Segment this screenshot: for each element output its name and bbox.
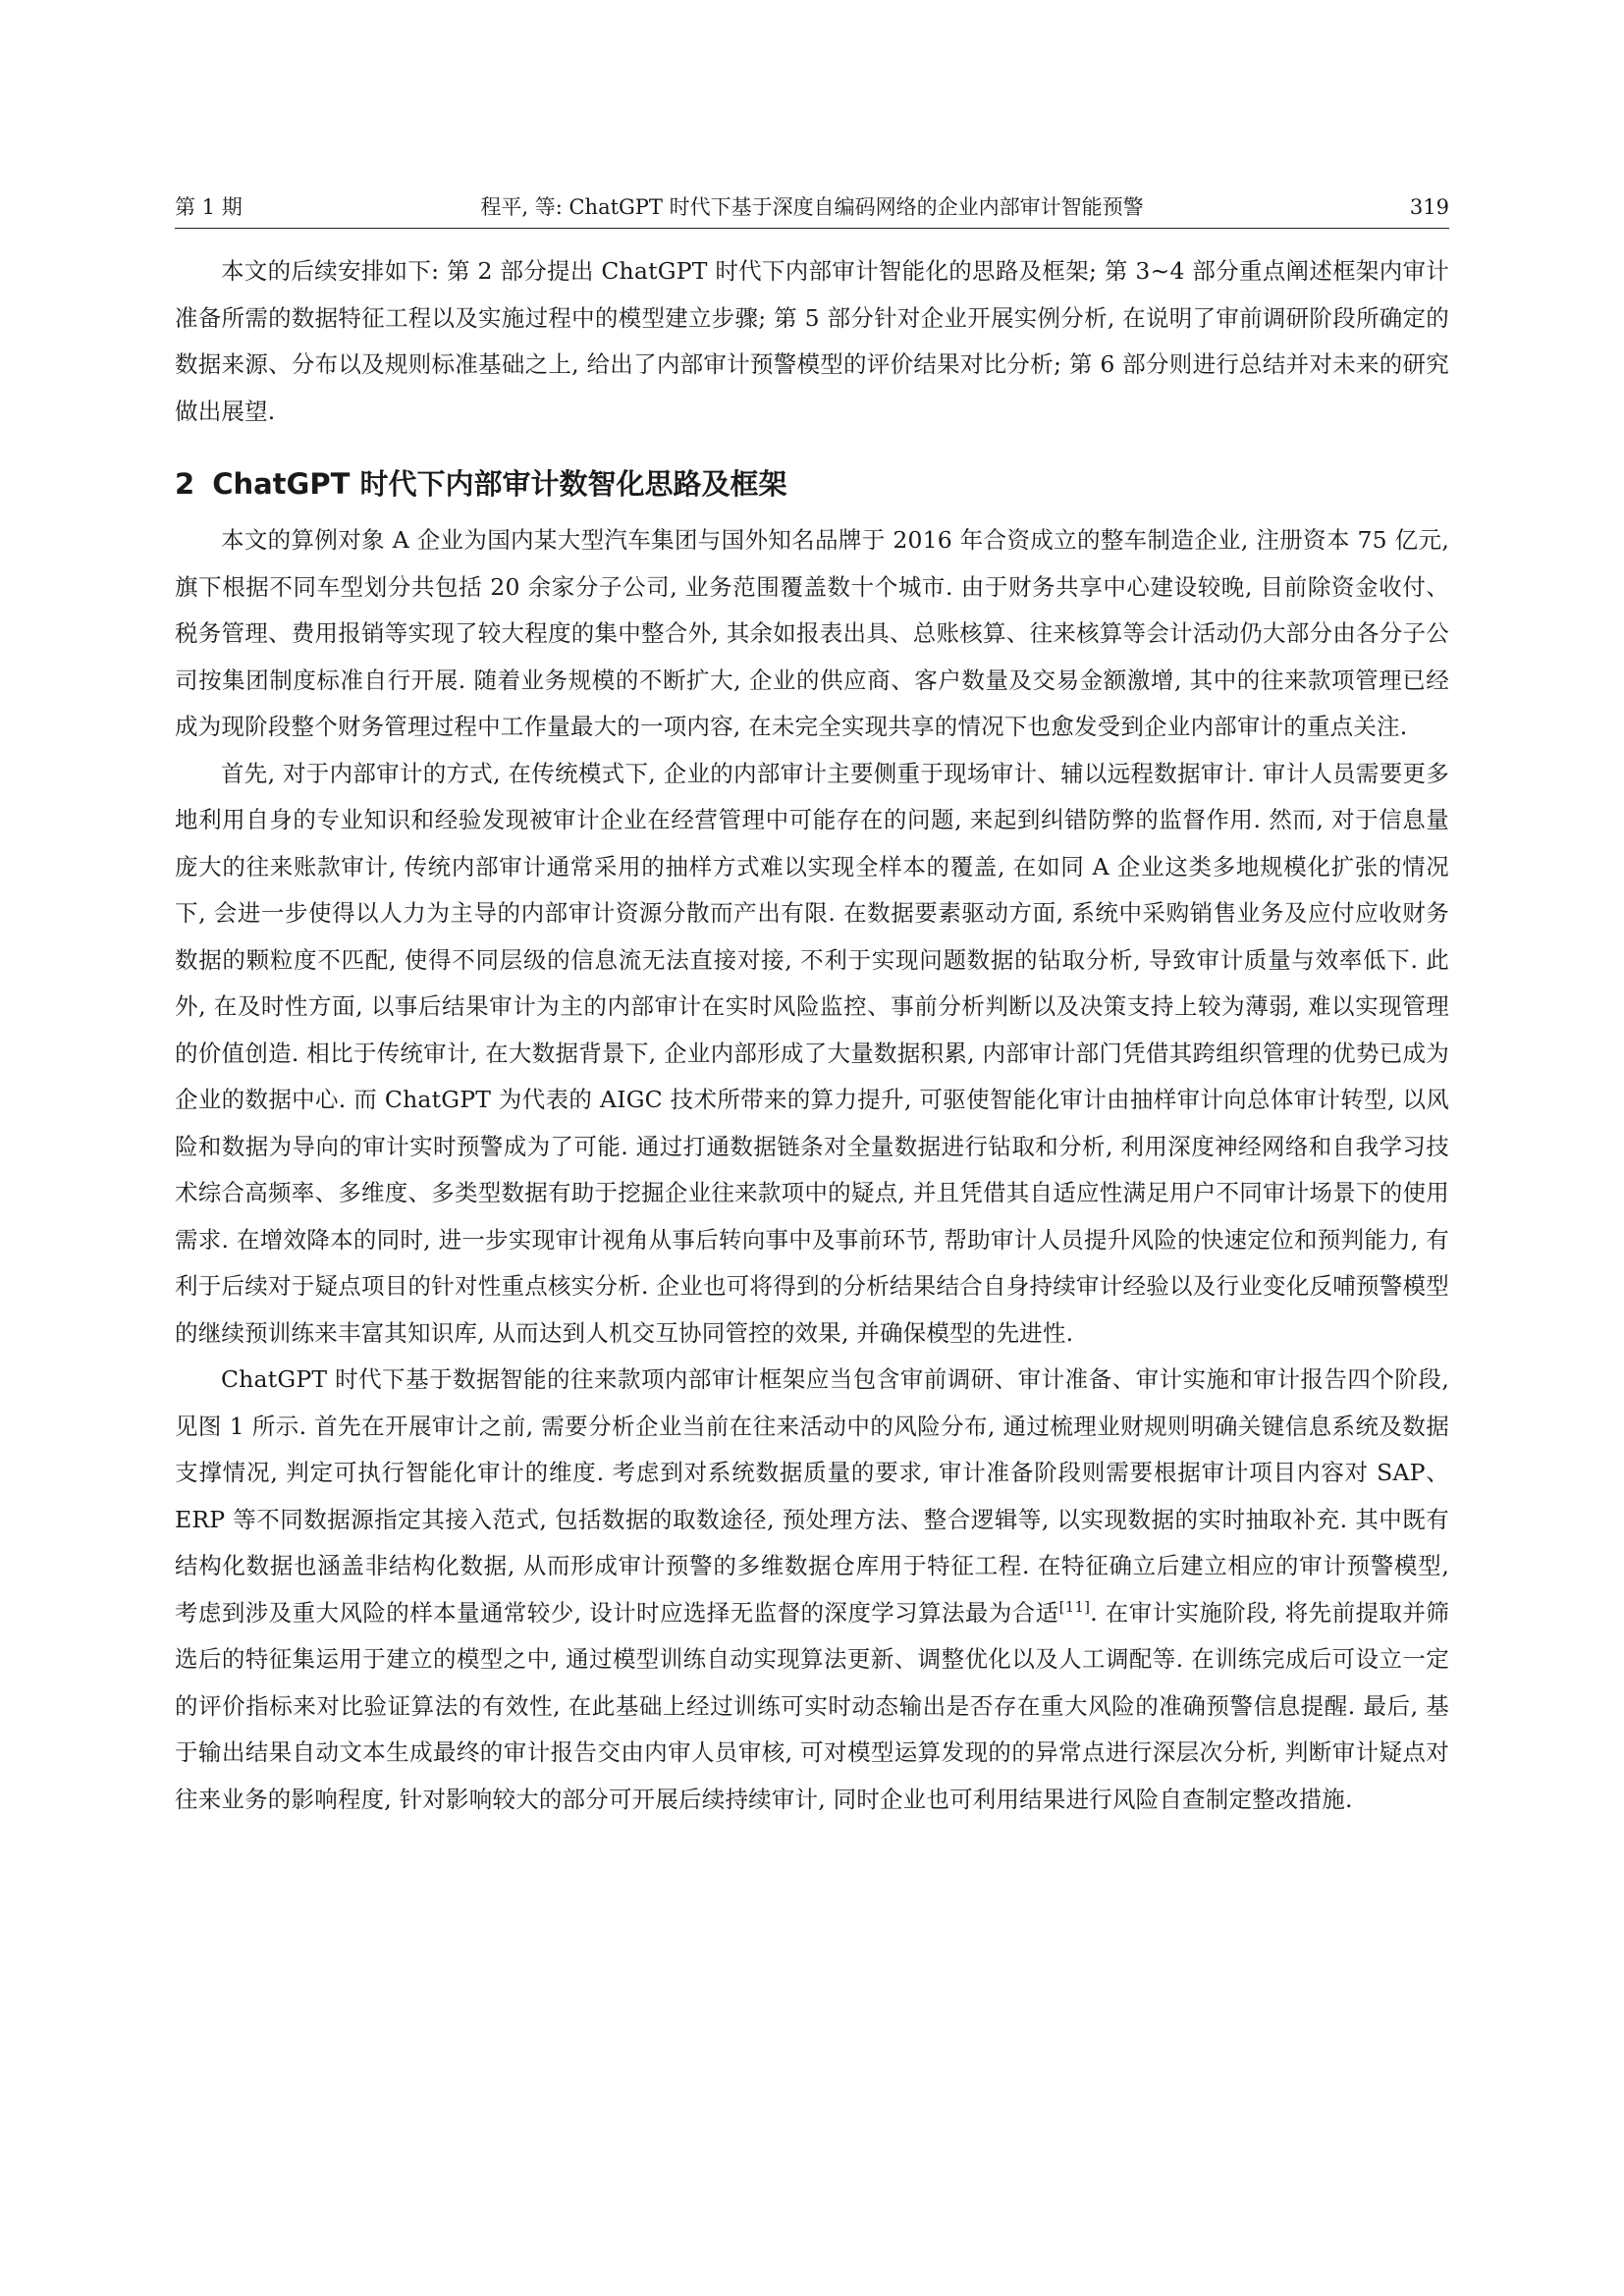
running-title: 程平, 等: ChatGPT 时代下基于深度自编码网络的企业内部审计智能预警 <box>480 195 1144 219</box>
framework-text-part2: . 在审计实施阶段, 将先前提取并筛选后的特征集运用于建立的模型之中, 通过模型训练自动实现算法更新、调整优化以及人工调配等. 在训练完成后可设立一定的评价指标来对比验证算法的有效性, 在此基础上经过训练可实时动态输出是否存在重大风险的准确预警信息提醒. 最后, 基于输出结果自动文本生成最终的审计报告交由内审人员审核, 可对模型运算发现的的异常点进行深层次分析, 判断审计疑点对往来业务的影响程度, 针对影响较大的部分可开展后续持续审计, 同时企业也可利用结果进行风险自查制定整改措施. <box>175 1598 1449 1813</box>
citation-reference[interactable]: [11] <box>1058 1597 1091 1616</box>
framework-text-part1: ChatGPT 时代下基于数据智能的往来款项内部审计框架应当包含审前调研、审计准备、审计实施和审计报告四个阶段, 见图 1 所示. 首先在开展审计之前, 需要分析企业当前在往来活动中的风险分布, 通过梳理业财规则明确关键信息系统及数据支撑情况, 判定可执行智能化审计的维度. 考虑到对系统数据质量的要求, 审计准备阶段则需要根据审计项目内容对 SAP、ERP 等不同数据源指定其接入范式, 包括数据的取数途径, 预处理方法、整合逻辑等, 以实现数据的实时抽取补充. 其中既有结构化数据也涵盖非结构化数据, 从而形成审计预警的多维数据仓库用于特征工程. 在特征确立后建立相应的审计预警模型, 考虑到涉及重大风险的样本量通常较少, 设计时应选择无监督的深度学习算法最为合适 <box>175 1365 1449 1627</box>
issue-label: 第 1 期 <box>175 195 243 219</box>
section-title: ChatGPT 时代下内部审计数智化思路及框架 <box>212 467 787 501</box>
section-heading <box>175 464 1449 504</box>
section-number: 2 <box>175 467 195 501</box>
running-header <box>175 192 1449 229</box>
body-paragraph-framework <box>175 1357 1449 1823</box>
body-paragraph-audit-method: 首先, 对于内部审计的方式, 在传统模式下, 企业的内部审计主要侧重于现场审计、辅以远程数据审计. 审计人员需要更多地利用自身的专业知识和经验发现被审计企业在经营管理中可能存在的问题, 来起到纠错防弊的监督作用. 然而, 对于信息量庞大的往来账款审计, 传统内部审计通常采用的抽样方式难以实现全样本的覆盖, 在如同 A 企业这类多地规模化扩张的情况下, 会进一步使得以人力为主导的内部审计资源分散而产出有限. 在数据要素驱动方面, 系统中采购销售业务及应付应收财务数据的颗粒度不匹配, 使得不同层级的信息流无法直接对接, 不利于实现问题数据的钻取分析, 导致审计质量与效率低下. 此外, 在及时性方面, 以事后结果审计为主的内部审计在实时风险监控、事前分析判断以及决策支持上较为薄弱, 难以实现管理的价值创造. 相比于传统审计, 在大数据背景下, 企业内部形成了大量数据积累, 内部审计部门凭借其跨组织管理的优势已成为企业的数据中心. 而 ChatGPT 为代表的 AIGC 技术所带来的算力提升, 可驱使智能化审计由抽样审计向总体审计转型, 以风险和数据为导向的审计实时预警成为了可能. 通过打通数据链条对全量数据进行钻取和分析, 利用深度神经网络和自我学习技术综合高频率、多维度、多类型数据有助于挖掘企业往来款项中的疑点, 并且凭借其自适应性满足用户不同审计场景下的使用需求. 在增效降本的同时, 进一步实现审计视角从事后转向事中及事前环节, 帮助审计人员提升风险的快速定位和预判能力, 有利于后续对于疑点项目的针对性重点核实分析. 企业也可将得到的分析结果结合自身持续审计经验以及行业变化反哺预警模型的继续预训练来丰富其知识库, 从而达到人机交互协同管控的效果, 并确保模型的先进性. <box>175 759 1449 1347</box>
body-paragraph-company: 本文的算例对象 A 企业为国内某大型汽车集团与国外知名品牌于 2016 年合资成立的整车制造企业, 注册资本 75 亿元, 旗下根据不同车型划分共包括 20 余家分子公司, 业务范围覆盖数十个城市. 由于财务共享中心建设较晚, 目前除资金收付、税务管理、费用报销等实现了较大程度的集中整合外, 其余如报表出具、总账核算、往来核算等会计活动仍大部分由各分子公司按集团制度标准自行开展. 随着业务规模的不断扩大, 企业的供应商、客户数量及交易金额激增, 其中的往来款项管理已经成为现阶段整个财务管理过程中工作量最大的一项内容, 在未完全实现共享的情况下也愈发受到企业内部审计的重点关注. <box>175 526 1449 740</box>
page-number: 319 <box>1409 195 1449 219</box>
paper-page <box>175 192 1449 1823</box>
intro-paragraph: 本文的后续安排如下: 第 2 部分提出 ChatGPT 时代下内部审计智能化的思路及框架; 第 3∼4 部分重点阐述框架内审计准备所需的数据特征工程以及实施过程中的模型建立步骤; 第 5 部分针对企业开展实例分析, 在说明了审前调研阶段所确定的数据来源、分布以及规则标准基础之上, 给出了内部审计预警模型的评价结果对比分析; 第 6 部分则进行总结并对未来的研究做出展望. <box>175 257 1449 425</box>
